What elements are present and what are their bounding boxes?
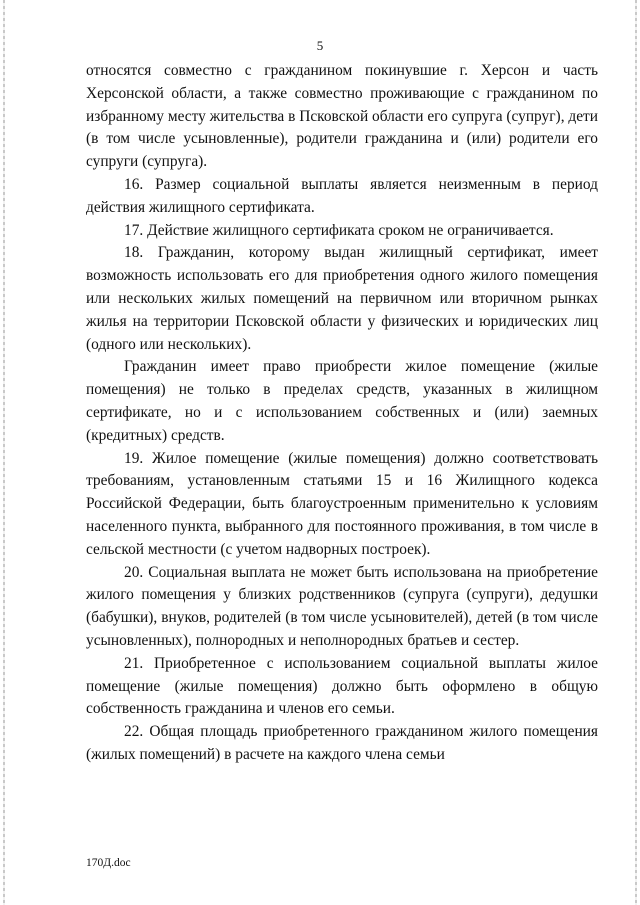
paragraph-21: 21. Приобретенное с использованием социальной выплаты жилое помещение (жилые помещения) должно быть оформлено в общую собственность гражданина и членов его семьи.	[86, 654, 598, 718]
file-name-footer: 170Д.doc	[86, 857, 131, 869]
paragraph-22: 22. Общая площадь приобретенного гражданином жилого помещения (жилых помещений) в расчете на каждого члена семьи	[86, 723, 598, 763]
paragraph-18: 18. Гражданин, которому выдан жилищный сертификат, имеет возможность использовать его для приобретения одного жилого помещения или нескольких жилых помещений на первичном или вторичном рынках жилья на территории Псковской области у физических и юридических лиц (одного или нескольких).	[86, 244, 598, 353]
page-number: 5	[316, 38, 324, 53]
paragraph-continuation: относятся совместно с гражданином покинувшие г. Херсон и часть Херсонской области, а также совместно проживающие с гражданином по избранному месту жительства в Псковской области его супруга (супруг), дети (в том числе усыновленные), родители гражданина и (или) родители его супруги (супруга).	[86, 62, 599, 171]
paragraph-17: 17. Действие жилищного сертификата сроком не ограничивается.	[124, 221, 554, 239]
document-body	[86, 60, 598, 767]
scan-edge-right	[635, 0, 637, 905]
paragraph-16: 16. Размер социальной выплаты является неизменным в период действия жилищного сертификата.	[86, 175, 598, 216]
paragraph-19: 19. Жилое помещение (жилые помещения) должно соответствовать требованиям, установленным статьями 15 и 16 Жилищного кодекса Российской Федерации, быть благоустроенным применительно к условиям населенного пункта, выбранного для постоянного проживания, в том числе в сельской местности (с учетом надворных построек).	[86, 449, 598, 558]
paragraph-18-right: Гражданин имеет право приобрести жилое помещение (жилые помещения) не только в пределах средств, указанных в жилищном сертификате, но и с использованием собственных и (или) заемных (кредитных) средств.	[86, 358, 598, 444]
paragraph-20: 20. Социальная выплата не может быть использована на приобретение жилого помещения у близких родственников (супруга (супруги), дедушки (бабушки), внуков, родителей (в том числе усыновителей), детей (в том числе усыновленных), полнородных и неполнородных братьев и сестер.	[86, 563, 598, 649]
scan-edge-left	[3, 0, 5, 905]
